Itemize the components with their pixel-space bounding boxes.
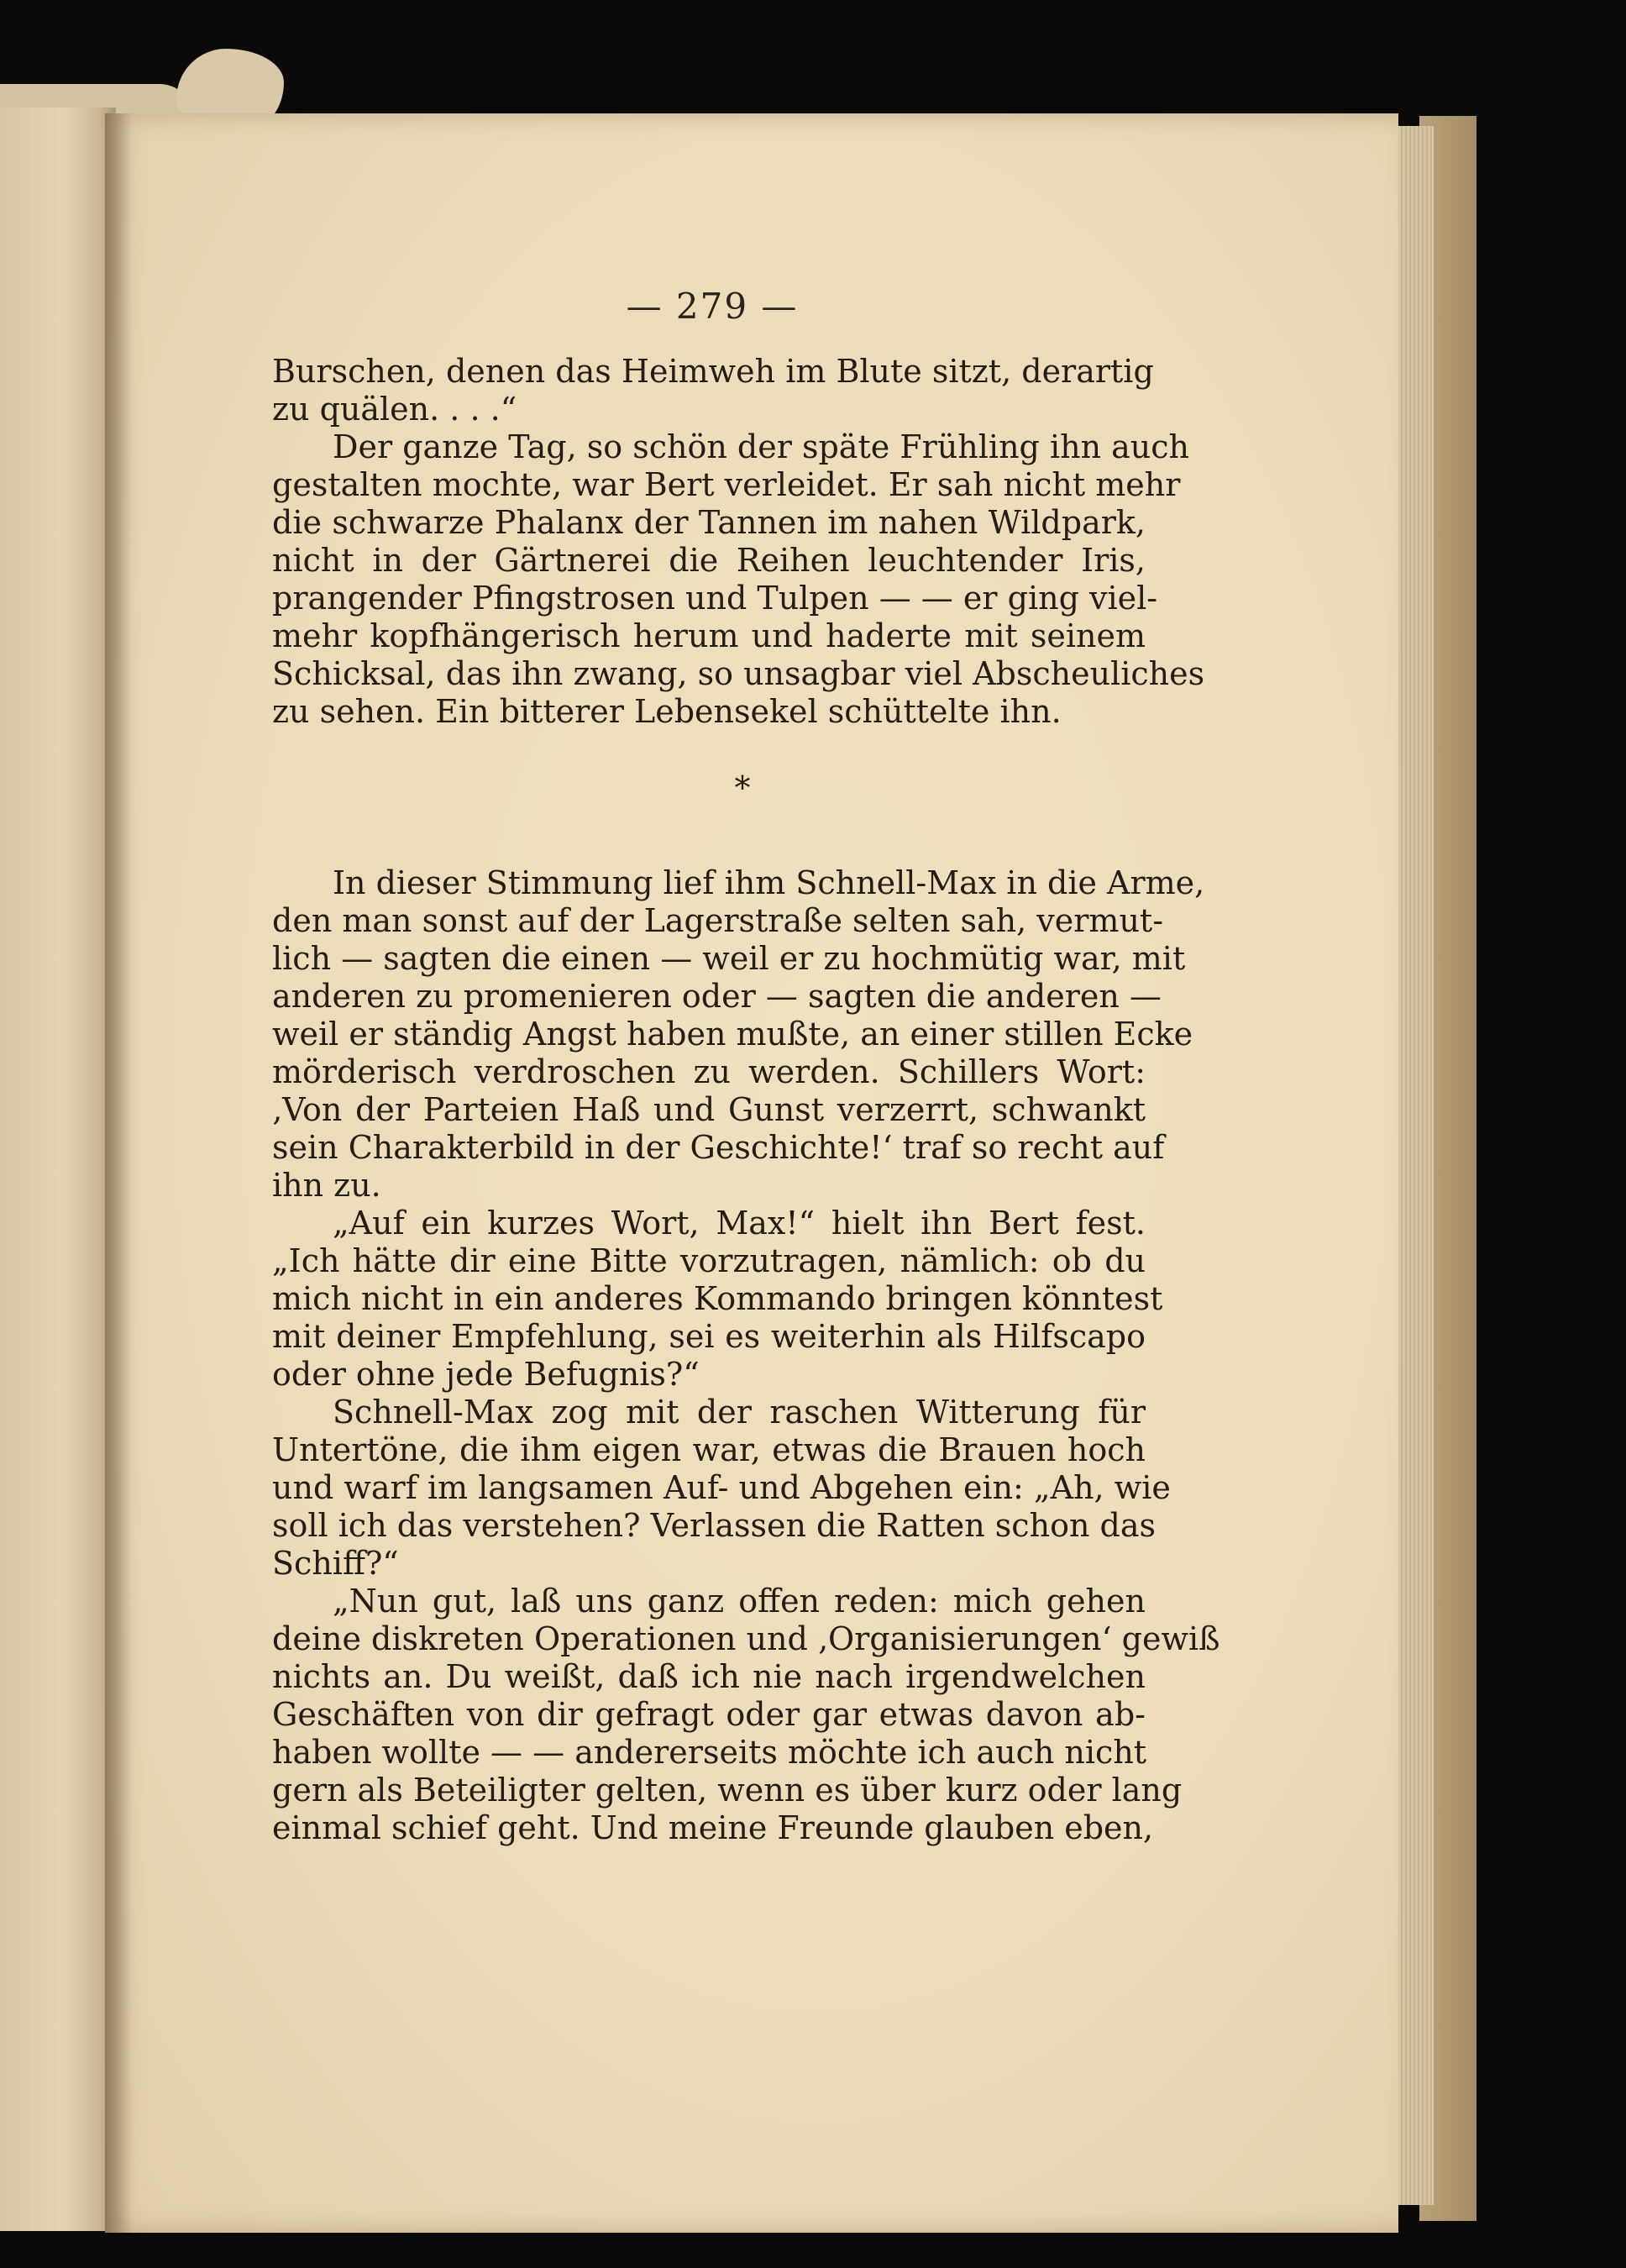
- text-line: den man sonst auf der Lagerstraße selten sah, vermut-: [272, 902, 1164, 939]
- text-line: Untertöne, die ihm eigen war, etwas die Brauen hoch: [272, 1431, 1146, 1468]
- text-line: Geschäften von dir gefragt oder gar etwas davon ab-: [272, 1696, 1146, 1733]
- text-line: In dieser Stimmung lief ihm Schnell-Max in die Arme,: [333, 864, 1205, 901]
- text-line: weil er ständig Angst haben mußte, an einer stillen Ecke: [272, 1016, 1193, 1053]
- text-line: lich — sagten die einen — weil er zu hochmütig war, mit: [272, 940, 1186, 977]
- text-line: mit deiner Empfehlung, sei es weiterhin als Hilfscapo: [272, 1318, 1146, 1355]
- text-line: haben wollte — — andererseits möchte ich auch nicht: [272, 1734, 1147, 1771]
- text-line: „Ich hätte dir eine Bitte vorzutragen, nämlich: ob du: [272, 1242, 1146, 1279]
- text-line: einmal schief geht. Und meine Freunde glauben eben,: [272, 1809, 1154, 1846]
- page-number-text: — 279 —: [626, 286, 799, 327]
- text-line: mich nicht in ein anderes Kommando bringen könntest: [272, 1280, 1163, 1317]
- text-line: sein Charakterbild in der Geschichte!‘ traf so recht auf: [272, 1129, 1165, 1166]
- text-line: gern als Beteiligter gelten, wenn es über kurz oder lang: [272, 1772, 1183, 1809]
- text-line: die schwarze Phalanx der Tannen im nahen Wildpark,: [272, 504, 1146, 541]
- paragraph-block-2: [272, 864, 1220, 1847]
- text-line: anderen zu promenieren oder — sagten die anderen —: [272, 978, 1162, 1015]
- text-line: gestalten mochte, war Bert verleidet. Er sah nicht mehr: [272, 466, 1181, 503]
- text-line: Der ganze Tag, so schön der späte Frühling ihn auch: [333, 428, 1190, 465]
- text-line: nicht in der Gärtnerei die Reihen leuchtender Iris,: [272, 542, 1146, 579]
- gutter-shadow: [105, 113, 132, 2233]
- section-gap: [272, 731, 1146, 769]
- text-line: ‚Von der Parteien Haß und Gunst verzerrt, schwankt: [272, 1091, 1146, 1128]
- text-line: ihn zu.: [272, 1167, 381, 1204]
- text-line: Schnell-Max zog mit der raschen Witterung für: [333, 1394, 1146, 1431]
- section-gap-extra: [272, 846, 1146, 864]
- text-line: nichts an. Du weißt, daß ich nie nach irgendwelchen: [272, 1658, 1146, 1695]
- text-line: zu sehen. Ein bitterer Lebensekel schüttelte ihn.: [272, 693, 1062, 730]
- section-gap: [272, 807, 1146, 846]
- paragraph-block-1: [272, 353, 1205, 731]
- text-line: prangender Pfingstrosen und Tulpen — — er ging viel-: [272, 580, 1158, 617]
- text-line: Schicksal, das ihn zwang, so unsagbar viel Abscheuliches: [272, 655, 1205, 692]
- facing-page: [0, 108, 116, 2231]
- text-line: Schiff?“: [272, 1545, 399, 1582]
- text-line: oder ohne jede Befugnis?“: [272, 1356, 700, 1393]
- text-line: mörderisch verdroschen zu werden. Schillers Wort:: [272, 1053, 1146, 1090]
- text-line: zu quälen. . . .“: [272, 391, 517, 428]
- page-number: [0, 286, 1626, 327]
- text-line: Burschen, denen das Heimweh im Blute sitzt, derartig: [272, 353, 1154, 390]
- body-text: [272, 353, 1220, 1847]
- text-line: und warf im langsamen Auf- und Abgehen ein: „Ah, wie: [272, 1469, 1171, 1506]
- text-line: mehr kopfhängerisch herum und haderte mit seinem: [272, 617, 1146, 654]
- text-line: deine diskreten Operationen und ‚Organisierungen‘ gewiß: [272, 1620, 1220, 1657]
- text-line: „Auf ein kurzes Wort, Max!“ hielt ihn Bert fest.: [333, 1205, 1146, 1242]
- section-break-asterisk: *: [734, 769, 751, 806]
- text-line: soll ich das verstehen? Verlassen die Ratten schon das: [272, 1507, 1156, 1544]
- text-line: „Nun gut, laß uns ganz offen reden: mich gehen: [333, 1583, 1146, 1620]
